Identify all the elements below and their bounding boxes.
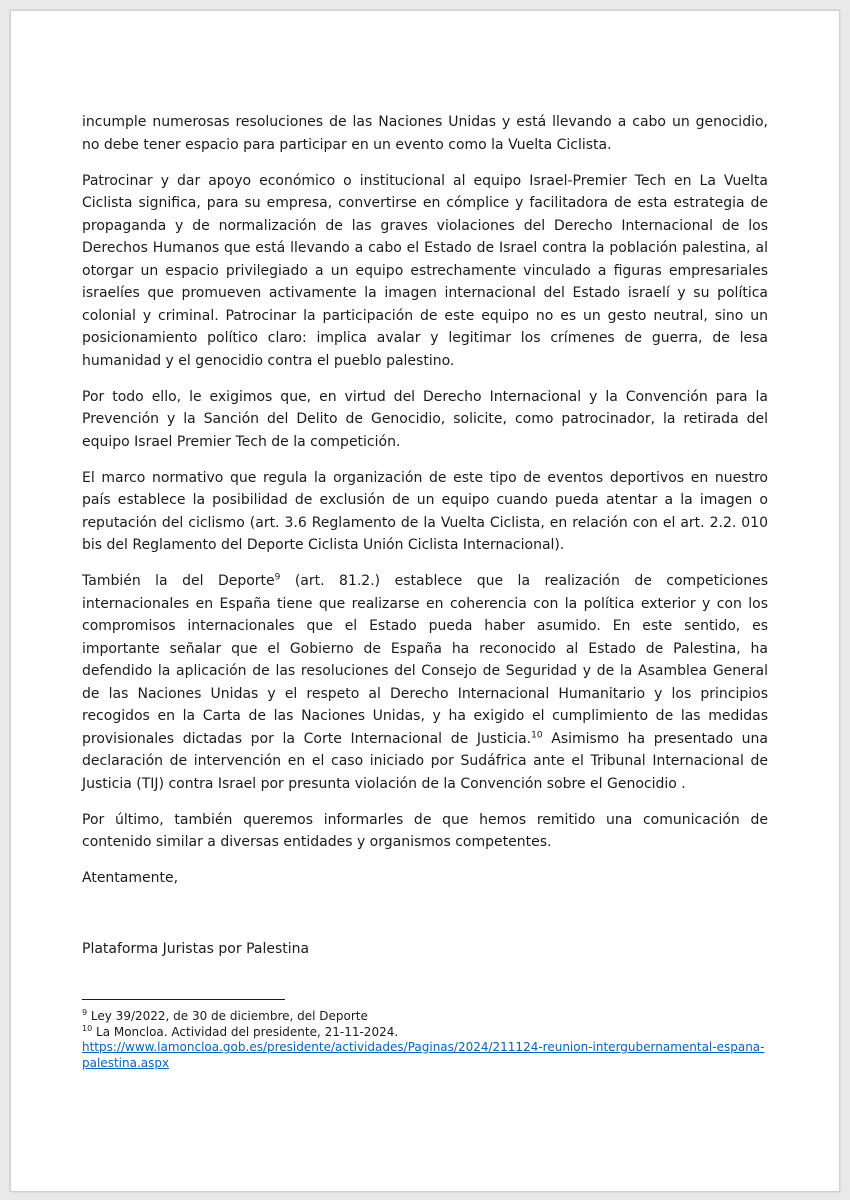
footnote-10-number: 10 bbox=[82, 1023, 93, 1033]
paragraph-5 bbox=[82, 570, 768, 795]
signature: Plataforma Juristas por Palestina bbox=[82, 940, 310, 957]
paragraph-3: Por todo ello, le exigimos que, en virtud del Derecho Internacional y la Convención para la Prevención y la Sanción del Delito de Genocidio, solicite, como patrocinador, la retirada del equipo Israel Premier Tech de la competición. bbox=[82, 388, 768, 450]
footnote-10-link[interactable] bbox=[82, 1040, 772, 1071]
footnotes bbox=[82, 999, 772, 1071]
footnote-separator bbox=[82, 999, 285, 1000]
footnote-9-number: 9 bbox=[82, 1008, 88, 1017]
paragraph-5-end: Asimismo ha presentado una declaración de intervención en el caso iniciado por Sudáfrica ante el Tribunal Internacional de Justicia (TIJ) contra Israel por presunta violación de la Convención sobre el Genocidio . bbox=[82, 730, 768, 792]
document-page bbox=[10, 10, 840, 1192]
letter-body bbox=[82, 111, 768, 974]
footnote-10-link-line2[interactable]: palestina.aspx bbox=[82, 1055, 170, 1070]
closing: Atentamente, bbox=[82, 870, 179, 886]
footnote-10 bbox=[82, 1025, 772, 1041]
footnote-10-link-line1[interactable]: https://www.lamoncloa.gob.es/presidente/actividades/Paginas/2024/211124-reunion-intergubernamental-espana- bbox=[82, 1040, 765, 1054]
paragraph-5-middle: (art. 81.2.) establece que la realización de competiciones internacionales en España tiene que realizarse en coherencia con la política exterior y con los compromisos internacionales que el Estado pueda haber asumido. En este sentido, es importante señalar que el Gobierno de España ha reconocido al Estado de Palestina, ha defendido la aplicación de las resoluciones del Consejo de Seguridad y de la Asamblea General de las Naciones Unidas y el respeto al Derecho Internacional Humanitario y los principios recogidos en la Carta de las Naciones Unidas, y ha exigido el cumplimiento de las medidas provisionales dictadas por la Corte Internacional de Justicia. bbox=[82, 573, 768, 747]
footnote-10-text: La Moncloa. Actividad del presidente, 21-11-2024. bbox=[92, 1024, 399, 1039]
paragraph-6: Por último, también queremos informarles de que hemos remitido una comunicación de contenido similar a diversas entidades y organismos competentes. bbox=[82, 811, 768, 850]
footnote-ref-10[interactable]: 10 bbox=[531, 729, 543, 740]
footnote-9-text: Ley 39/2022, de 30 de diciembre, del Deporte bbox=[87, 1009, 368, 1023]
footnote-ref-9[interactable]: 9 bbox=[274, 572, 281, 583]
paragraph-4: El marco normativo que regula la organización de este tipo de eventos deportivos en nuestro país establece la posibilidad de exclusión de un equipo cuando pueda atentar a la imagen o reputación del ciclismo (art. 3.6 Reglamento de la Vuelta Ciclista, en relación con el art. 2.2. 010 bis del Reglamento del Deporte Ciclista Unión Ciclista Internacional). bbox=[82, 469, 768, 553]
footnote-9 bbox=[82, 1009, 772, 1025]
paragraph-5-start: También la del Deporte bbox=[82, 573, 275, 589]
paragraph-1: incumple numerosas resoluciones de las Naciones Unidas y está llevando a cabo un genocidio, no debe tener espacio para participar en un evento como la Vuelta Ciclista. bbox=[82, 114, 768, 153]
paragraph-2: Patrocinar y dar apoyo económico o institucional al equipo Israel-Premier Tech en La Vuelta Ciclista significa, para su empresa, convertirse en cómplice y facilitadora de esta estrategia de propaganda y de normalización de las graves violaciones del Derecho Internacional de los Derechos Humanos que está llevando a cabo el Estado de Israel contra la población palestina, al otorgar un espacio privilegiado a un equipo estrechamente vinculado a figuras empresariales israelíes que promueven activamente la imagen internacional del Estado israelí y su política colonial y criminal. Patrocinar la participación de este equipo no es un gesto neutral, sino un posicionamiento político claro: implica avalar y legitimar los crímenes de guerra, de lesa humanidad y el genocidio contra el pueblo palestino. bbox=[82, 172, 768, 369]
